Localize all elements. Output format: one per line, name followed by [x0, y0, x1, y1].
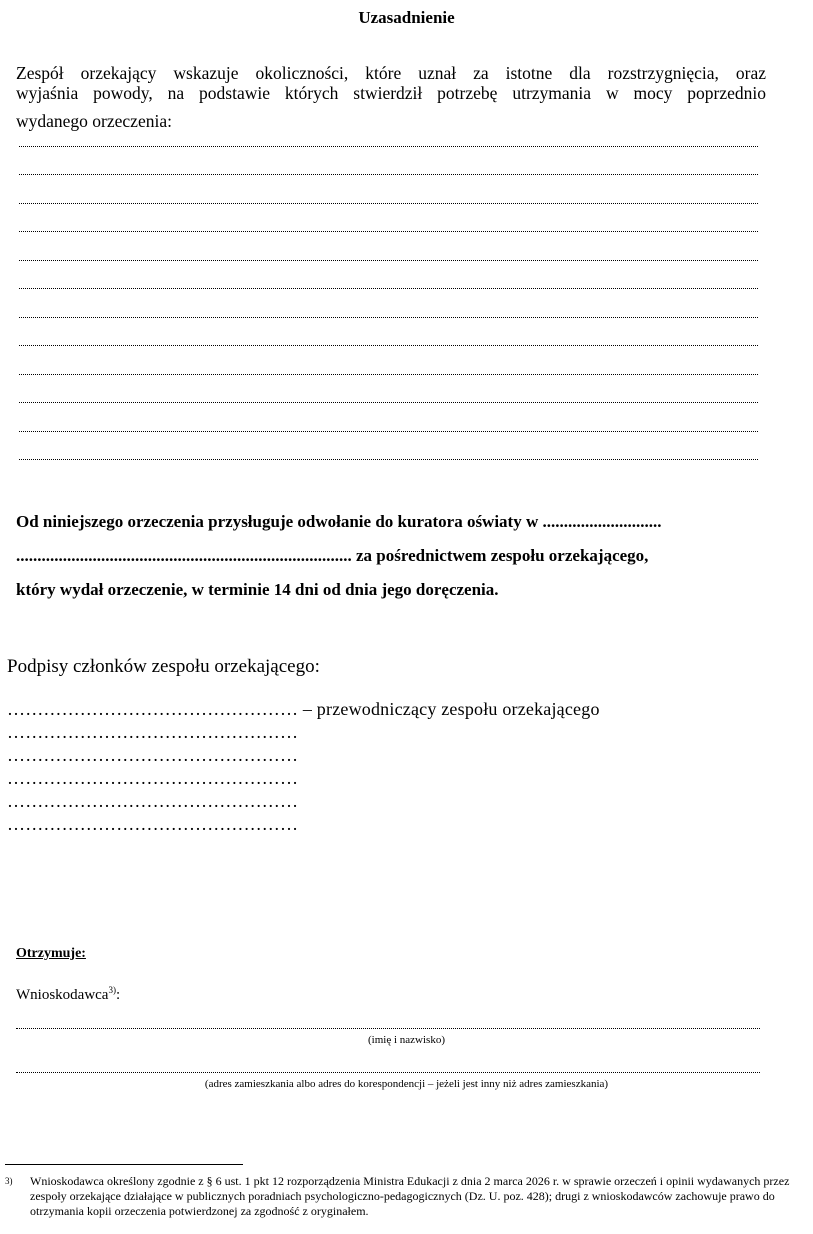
signatures-heading: Podpisy członków zespołu orzekającego:: [7, 656, 320, 677]
justification-line[interactable]: [19, 402, 758, 403]
member-signature-line[interactable]: …………………………………………: [7, 745, 299, 765]
justification-line[interactable]: [19, 345, 758, 346]
justification-line[interactable]: [19, 317, 758, 318]
applicant-label: [16, 985, 120, 1004]
justification-line[interactable]: [19, 459, 758, 460]
footnote-separator: [5, 1164, 243, 1165]
justification-line[interactable]: [19, 374, 758, 375]
chair-signature-line[interactable]: ………………………………………… – przewodniczący zespołu orzekającego: [7, 699, 600, 719]
recipients-heading: Otrzymuje:: [16, 946, 86, 961]
justification-line[interactable]: [19, 146, 758, 147]
intro-text: [16, 63, 766, 103]
applicant-colon: :: [115, 987, 121, 1003]
appeal-line-3: który wydał orzeczenie, w terminie 14 dni od dnia jego doręczenia.: [16, 580, 499, 599]
applicant-address-field[interactable]: [16, 1072, 760, 1073]
applicant-label-text: Wnioskodawca: [16, 987, 109, 1003]
member-signature-line[interactable]: …………………………………………: [7, 722, 299, 742]
appeal-line-2: ............................................................................... za pośrednictwem zespołu orzekającego,: [16, 546, 649, 565]
appeal-line-1: Od niniejszego orzeczenia przysługuje odwołanie do kuratora oświaty w ............................: [16, 512, 662, 531]
justification-line[interactable]: [19, 260, 758, 261]
address-caption: (adres zamieszkania albo adres do korespondencji – jeżeli jest inny niż adres zamieszkania): [204, 1078, 609, 1090]
footnote-marker: 3): [5, 1176, 13, 1186]
member-signature-line[interactable]: …………………………………………: [7, 814, 299, 834]
justification-line[interactable]: [19, 231, 758, 232]
member-signature-line[interactable]: …………………………………………: [7, 791, 299, 811]
intro-line-1: Zespół orzekający wskazuje okoliczności, które uznał za istotne dla rozstrzygnięcia, oraz: [16, 63, 766, 83]
intro-line-3: wydanego orzeczenia:: [16, 111, 172, 131]
intro-line-2: wyjaśnia powody, na podstawie których stwierdził potrzebę utrzymania w mocy poprzednio: [16, 83, 766, 103]
name-caption: (imię i nazwisko): [368, 1034, 445, 1046]
member-signature-line[interactable]: …………………………………………: [7, 768, 299, 788]
justification-line[interactable]: [19, 431, 758, 432]
justification-line[interactable]: [19, 203, 758, 204]
document-title: Uzasadnienie: [358, 8, 455, 27]
footnote-text: Wnioskodawca określony zgodnie z § 6 ust. 1 pkt 12 rozporządzenia Ministra Edukacji z dnia 2 marca 2026 r. w sprawie orzeczeń i opinii wydawanych przez zespoły orzekające działające w publicznych poradniach psychologiczno-pedagogicznych (Dz. U. poz. 428); drugi z wnioskodawców zachowuje prawo do otrzymania kopii orzeczenia potwierdzonej za zgodność z oryginałem.: [30, 1174, 790, 1218]
justification-line[interactable]: [19, 288, 758, 289]
justification-line[interactable]: [19, 174, 758, 175]
footnote-ref: 3): [108, 985, 116, 995]
applicant-name-field[interactable]: [16, 1028, 760, 1029]
